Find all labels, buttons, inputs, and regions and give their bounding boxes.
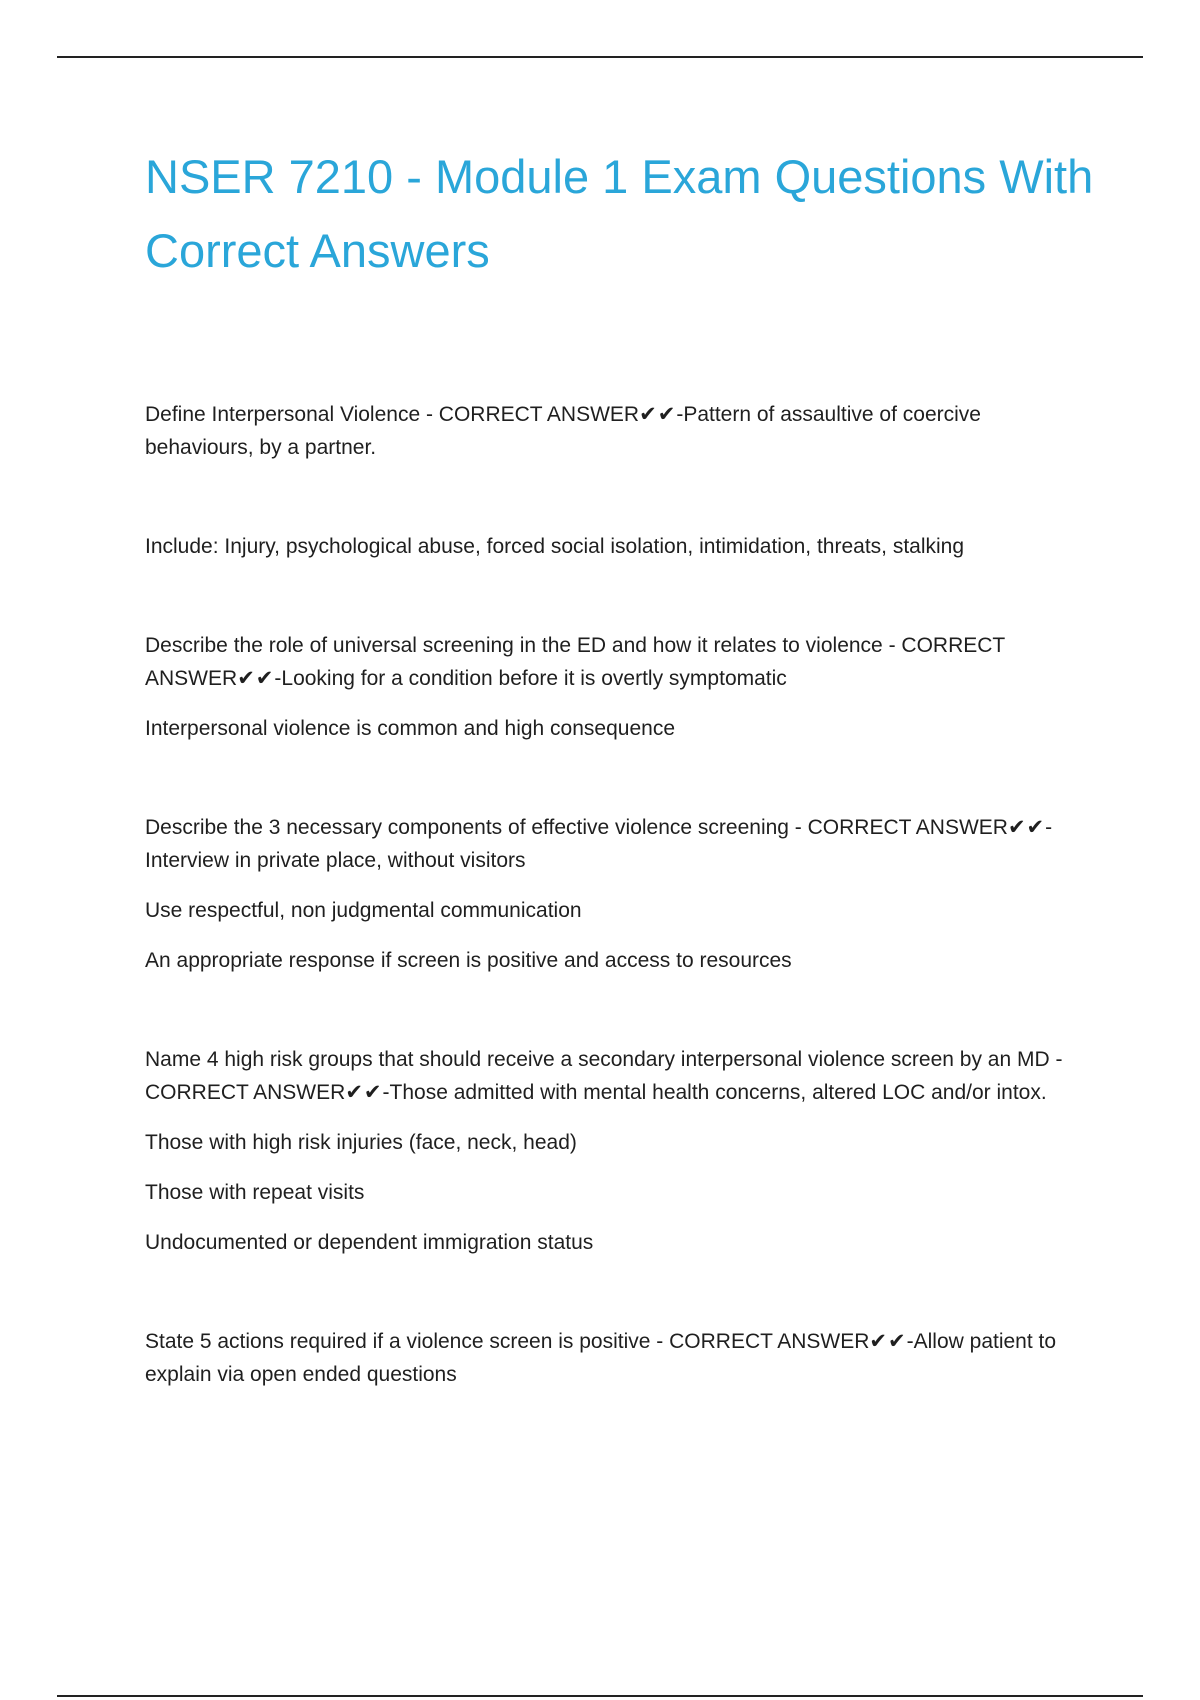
answer-marker: CORRECT ANSWER <box>145 1081 346 1104</box>
answer-line: An appropriate response if screen is positive and access to resources <box>145 949 792 972</box>
checkmark-icon: ✔✔ <box>345 1081 383 1104</box>
checkmark-icon: ✔✔ <box>237 667 275 690</box>
bottom-rule <box>57 1695 1143 1697</box>
checkmark-icon: ✔✔ <box>869 1330 907 1353</box>
question-paragraph: Define Interpersonal Violence - CORRECT ANSWER✔✔-Pattern of assaultive of coercive behaviours, by a partner. <box>145 403 981 459</box>
checkmark-icon: ✔✔ <box>1007 816 1046 839</box>
qa-block <box>145 629 1090 745</box>
answer-line: Undocumented or dependent immigration status <box>145 1231 594 1254</box>
answer-text: Pattern of assaultive of coercive behaviours, by a partner. <box>145 403 981 459</box>
answer-marker: CORRECT ANSWER <box>145 634 1005 690</box>
plain-paragraph: Include: Injury, psychological abuse, forced social isolation, intimidation, threats, stalking <box>145 535 965 558</box>
question-text: Name 4 high risk groups that should receive a secondary interpersonal violence screen by an MD <box>145 1048 1050 1071</box>
qa-block <box>145 811 1090 977</box>
answer-text: Interview in private place, without visitors <box>145 849 526 872</box>
qa-block <box>145 530 1090 563</box>
question-paragraph: State 5 actions required if a violence screen is positive - CORRECT ANSWER✔✔-Allow patient to explain via open ended questions <box>145 1330 1057 1386</box>
answer-line: Interpersonal violence is common and high consequence <box>145 717 675 740</box>
answer-marker: CORRECT ANSWER <box>669 1330 870 1353</box>
question-paragraph: Name 4 high risk groups that should receive a secondary interpersonal violence screen by an MD - CORRECT ANSWER✔✔-Those admitted with mental health concerns, altered LOC and/or intox. <box>145 1048 1063 1104</box>
answer-line: Those with high risk injuries (face, neck, head) <box>145 1131 577 1154</box>
answer-marker: CORRECT ANSWER <box>807 816 1008 839</box>
answer-text: Looking for a condition before it is overtly symptomatic <box>281 667 787 690</box>
answer-line: Those with repeat visits <box>145 1181 365 1204</box>
answer-line: Use respectful, non judgmental communication <box>145 899 582 922</box>
top-rule <box>57 56 1143 58</box>
question-text: Define Interpersonal Violence <box>145 403 421 426</box>
answer-marker: CORRECT ANSWER <box>438 403 640 426</box>
qa-block <box>145 398 1090 464</box>
question-paragraph: Describe the 3 necessary components of effective violence screening - CORRECT ANSWER✔✔-Interview in private place, without visitors <box>145 816 1053 872</box>
qa-content <box>145 398 1090 1391</box>
question-text: Describe the 3 necessary components of effective violence screening <box>145 816 789 839</box>
qa-block <box>145 1043 1090 1259</box>
question-paragraph: Describe the role of universal screening in the ED and how it relates to violence - CORRECT ANSWER✔✔-Looking for a condition before it is overtly symptomatic <box>145 634 1005 690</box>
answer-text: Those admitted with mental health concerns, altered LOC and/or intox. <box>389 1081 1047 1104</box>
question-text: Describe the role of universal screening in the ED and how it relates to violence <box>145 634 883 657</box>
question-text: State 5 actions required if a violence screen is positive <box>145 1330 651 1353</box>
answer-text: Allow patient to explain via open ended questions <box>145 1330 1057 1386</box>
page-title: NSER 7210 - Module 1 Exam Questions With Correct Answers <box>145 150 1094 277</box>
checkmark-icon: ✔✔ <box>639 403 677 426</box>
qa-block <box>145 1325 1090 1391</box>
